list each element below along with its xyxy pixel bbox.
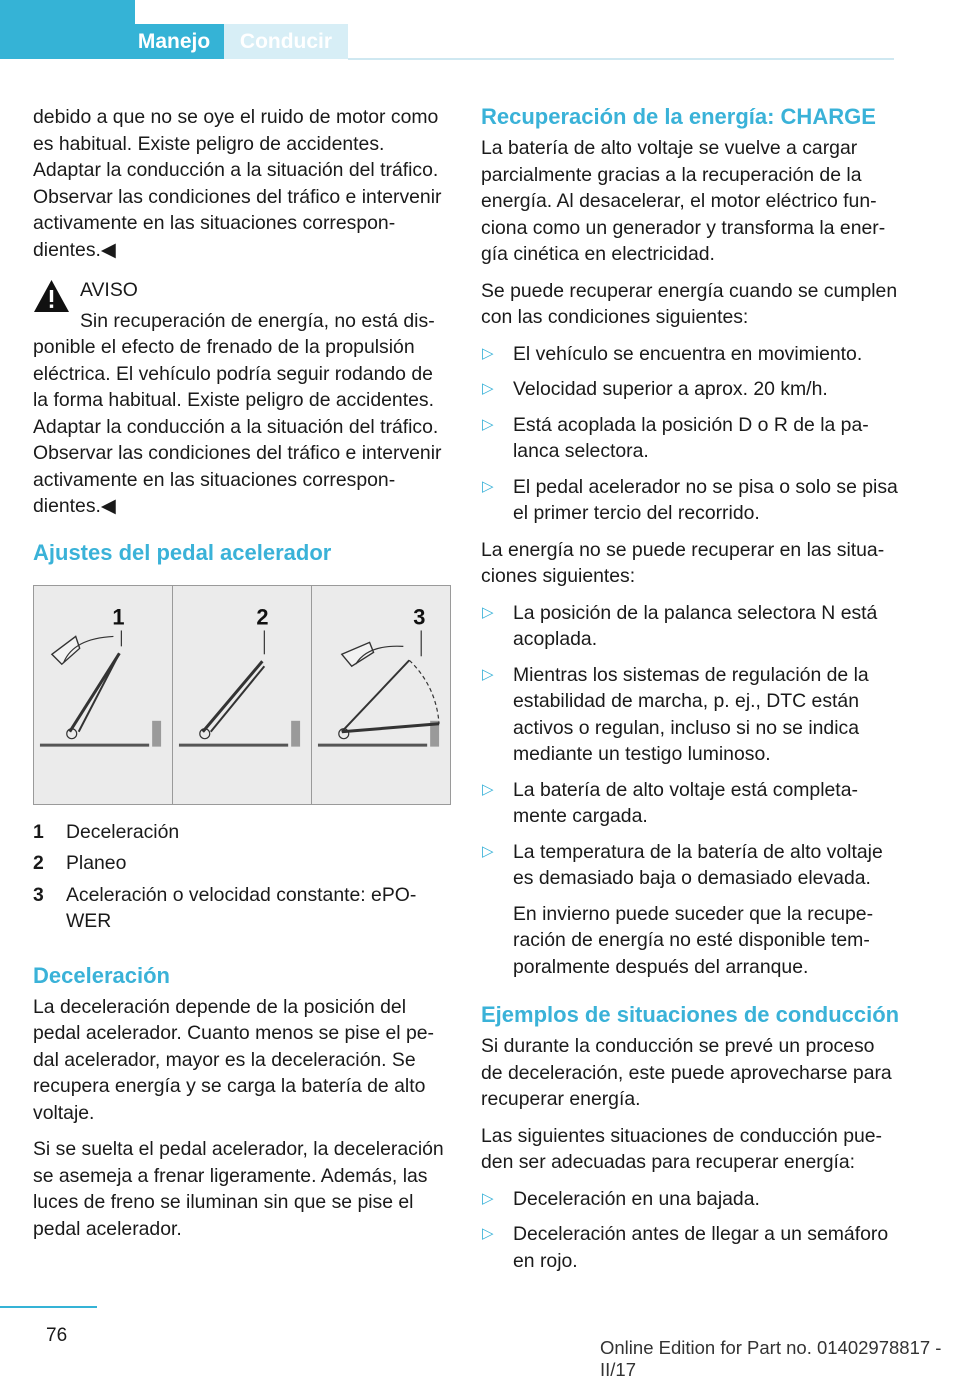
section-title-pedal: Ajustes del pedal acelerador (33, 539, 332, 565)
list-item (481, 1221, 901, 1274)
pedal-panel-3 (311, 586, 450, 804)
figure-label-1: 1 (112, 604, 125, 630)
triangle-bullet-icon: ▷ (482, 344, 494, 362)
pedal-figure (33, 585, 451, 805)
examples-paragraph-1: Si durante la conducción se prevé un proceso de deceleración, este puede aprovecharse para recuperar energía. (481, 1035, 892, 1110)
list-item-text: El pedal acelerador no se pisa o solo se pisa el primer tercio del recorrido. (513, 475, 898, 524)
list-item (481, 412, 901, 465)
list-item-text: Velocidad superior a aprox. 20 km/h. (513, 378, 828, 400)
list-item (481, 600, 901, 653)
list-item (481, 341, 901, 368)
list-item-text: Deceleración antes de llegar a un semáforo en rojo. (513, 1223, 889, 1272)
legend-text: Aceleración o velocidad constante: ePOWER (66, 883, 417, 932)
pedal-panel-1 (34, 586, 172, 804)
pedal-panel-2 (172, 586, 311, 804)
warning-text: Sin recuperación de energía, no está disponible el efecto de frenado de la propulsión eléctrica. El vehículo podría seguir rodando de la forma habitual. Existe peligro de accidentes. Adaptar la conducción a la situación del tráfico. Observar las condiciones del tráfico e intervenir activamente en las situaciones correspondientes.◀ (33, 309, 442, 517)
legend-text: Deceleración (66, 820, 180, 843)
legend-num: 2 (33, 852, 44, 874)
tab-conducir[interactable]: Conducir (224, 24, 348, 59)
triangle-bullet-icon: ▷ (482, 842, 494, 860)
list-item (481, 474, 901, 527)
charge-paragraph-2: Se puede recuperar energía cuando se cumplen con las condiciones siguientes: (481, 279, 898, 328)
triangle-bullet-icon: ▷ (482, 380, 494, 397)
pedal-decel-illustration (34, 586, 172, 804)
section-title-charge: Recuperación de la energía: CHARGE (481, 104, 876, 129)
figure-label-3: 3 (413, 604, 426, 630)
header-accent-bar (0, 0, 135, 59)
triangle-bullet-icon: ▷ (482, 415, 494, 433)
no-charge-list (481, 600, 901, 981)
list-item-text: El vehículo se encuentra en movimiento. (513, 342, 863, 365)
triangle-bullet-icon: ▷ (482, 665, 494, 683)
list-item-text: Deceleración en una bajada. (513, 1187, 760, 1210)
triangle-bullet-icon: ▷ (482, 477, 494, 495)
legend-row (33, 850, 451, 877)
triangle-bullet-icon: ▷ (482, 1189, 494, 1207)
triangle-bullet-icon: ▷ (482, 603, 494, 621)
legend-num: 1 (33, 820, 44, 843)
triangle-bullet-icon: ▷ (482, 780, 494, 798)
charge-paragraph-1: La batería de alto voltaje se vuelve a cargar parcialmente gracias a la recuperación de la energía. Al desacelerar, el motor eléctrico funciona como un generador y transforma la energía cinética en electricidad. (481, 137, 886, 265)
triangle-bullet-icon: ▷ (482, 1225, 494, 1242)
list-item (481, 662, 901, 768)
header-rule (348, 58, 894, 60)
section-title-examples: Ejemplos de situaciones de conducción (481, 1002, 900, 1027)
list-item-text: La temperatura de la batería de alto voltaje es demasiado baja o demasiado elevada. (513, 840, 883, 889)
warning-title: AVISO (80, 279, 138, 301)
decel-paragraph-2: Si se suelta el pedal acelerador, la deceleración se asemeja a frenar ligeramente. Además, las luces de freno se iluminan sin que se pise el pedal acelerador. (33, 1138, 444, 1240)
warning-block (33, 277, 451, 520)
list-item (481, 1186, 901, 1213)
conditions-list (481, 341, 901, 527)
right-column (481, 104, 901, 1284)
pedal-accel-illustration (312, 586, 450, 804)
list-item-text: La batería de alto voltaje está completamente cargada. (513, 778, 858, 827)
left-column (33, 104, 451, 1252)
warning-triangle-icon (33, 279, 70, 314)
tab-manejo[interactable]: Manejo (124, 24, 224, 59)
examples-paragraph-2: Las siguientes situaciones de conducción pueden ser adecuadas para recuperar energía: (481, 1124, 883, 1173)
figure-legend (33, 819, 451, 935)
no-charge-paragraph: La energía no se puede recuperar en las situaciones siguientes: (481, 538, 885, 587)
list-item (481, 777, 901, 830)
page-number: 76 (46, 1325, 68, 1346)
edition-note: Online Edition for Part no. 01402978817 - II/17 (600, 1337, 942, 1380)
list-item-text: La posición de la palanca selectora N está acoplada. (513, 601, 878, 650)
examples-list (481, 1186, 901, 1275)
legend-row (33, 882, 451, 935)
list-item (481, 839, 901, 981)
list-item (481, 376, 901, 403)
pedal-coast-illustration (173, 586, 311, 804)
legend-row (33, 819, 451, 846)
legend-num: 3 (33, 883, 44, 906)
footer-accent-line (0, 1306, 97, 1308)
figure-label-2: 2 (256, 604, 269, 630)
list-item-text: Mientras los sistemas de regulación de la estabilidad de marcha, p. ej., DTC están activos o regulan, incluso si no se indica mediante un testigo luminoso. (513, 663, 869, 765)
section-title-decel: Deceleración (33, 962, 170, 988)
list-item-subtext: En invierno puede suceder que la recuperación de energía no esté disponible temporalmente después del arranque. (513, 902, 874, 978)
intro-paragraph: debido a que no se oye el ruido de motor como es habitual. Existe peligro de accidentes. Adaptar la conducción a la situación del tráfico. Observar las condiciones del tráfico e intervenir activamente en las situaciones correspondientes.◀ (33, 106, 442, 261)
list-item-text: Está acoplada la posición D o R de la palanca selectora. (513, 413, 869, 462)
legend-text: Planeo (66, 852, 127, 874)
decel-paragraph-1: La deceleración depende de la posición del pedal acelerador. Cuanto menos se pise el pedal acelerador, mayor es la deceleración. Se recupera energía y se carga la batería de alto voltaje. (33, 995, 435, 1124)
